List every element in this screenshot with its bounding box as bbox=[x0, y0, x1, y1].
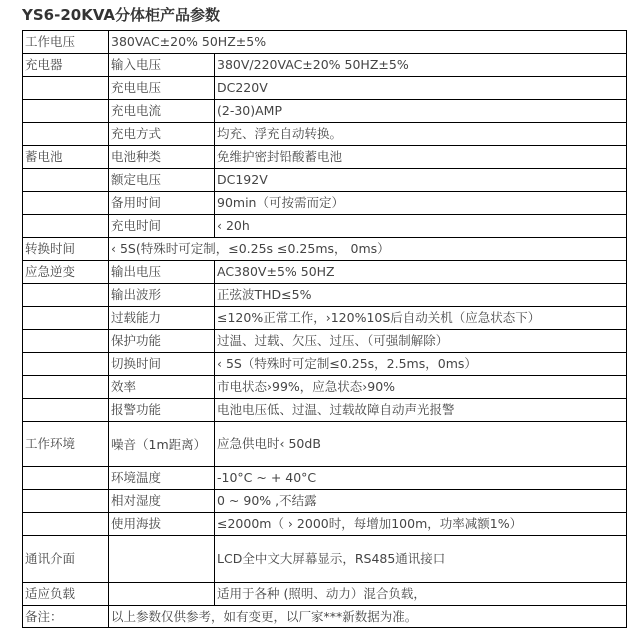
empty-cell bbox=[23, 215, 109, 238]
empty-cell bbox=[23, 169, 109, 192]
item-value: 免维护密封铅酸蓄电池 bbox=[215, 146, 627, 169]
table-row bbox=[23, 31, 627, 54]
item-value: ‹ 20h bbox=[215, 215, 627, 238]
item-value: 90min（可按需而定） bbox=[215, 192, 627, 215]
row-label: 工作电压 bbox=[23, 31, 109, 54]
table-row bbox=[23, 330, 627, 353]
row-value: 以上参数仅供参考，如有变更，以厂家***新数据为准。 bbox=[109, 606, 627, 628]
item-value: 0 ~ 90% ,不结露 bbox=[215, 490, 627, 513]
empty-cell bbox=[23, 513, 109, 536]
item-label: 过载能力 bbox=[109, 307, 215, 330]
empty-cell bbox=[23, 376, 109, 399]
item-value: ≤2000m（ › 2000时，每增加100m，功率减额1%） bbox=[215, 513, 627, 536]
item-label: 输出波形 bbox=[109, 284, 215, 307]
row-value: 380VAC±20% 50HZ±5% bbox=[109, 31, 627, 54]
empty-cell bbox=[23, 77, 109, 100]
item-value: 市电状态›99%，应急状态›90% bbox=[215, 376, 627, 399]
item-label: 额定电压 bbox=[109, 169, 215, 192]
item-label: 切换时间 bbox=[109, 353, 215, 376]
item-label: 输出电压 bbox=[109, 261, 215, 284]
table-row bbox=[23, 284, 627, 307]
item-label: 充电电流 bbox=[109, 100, 215, 123]
empty-cell bbox=[23, 284, 109, 307]
item-value: ≤120%正常工作，›120%10S后自动关机（应急状态下） bbox=[215, 307, 627, 330]
group-label: 工作环境 bbox=[23, 422, 109, 467]
empty-cell bbox=[23, 399, 109, 422]
item-value: -10°C ~ + 40°C bbox=[215, 467, 627, 490]
row-label: 转换时间 bbox=[23, 238, 109, 261]
item-value: DC192V bbox=[215, 169, 627, 192]
table-row bbox=[23, 100, 627, 123]
table-row bbox=[23, 467, 627, 490]
empty-cell bbox=[23, 330, 109, 353]
item-label: 备用时间 bbox=[109, 192, 215, 215]
row-label: 备注： bbox=[23, 606, 109, 628]
table-row bbox=[23, 490, 627, 513]
row-value: LCD全中文大屏幕显示，RS485通讯接口 bbox=[215, 536, 627, 583]
item-value: 380V/220VAC±20% 50HZ±5% bbox=[215, 54, 627, 77]
empty-cell bbox=[23, 307, 109, 330]
item-value: 均充、浮充自动转换。 bbox=[215, 123, 627, 146]
item-label: 电池种类 bbox=[109, 146, 215, 169]
empty-cell bbox=[23, 490, 109, 513]
item-label: 噪音（1m距离） bbox=[109, 422, 215, 467]
row-label: 适应负载 bbox=[23, 583, 109, 606]
item-label: 充电电压 bbox=[109, 77, 215, 100]
table-row bbox=[23, 536, 627, 583]
item-label: 输入电压 bbox=[109, 54, 215, 77]
table-row bbox=[23, 261, 627, 284]
item-value: 过温、过载、欠压、过压、（可强制解除） bbox=[215, 330, 627, 353]
item-label: 环境温度 bbox=[109, 467, 215, 490]
item-label: 充电时间 bbox=[109, 215, 215, 238]
table-row bbox=[23, 606, 627, 628]
table-row bbox=[23, 422, 627, 467]
table-row bbox=[23, 123, 627, 146]
group-label: 充电器 bbox=[23, 54, 109, 77]
item-label: 报警功能 bbox=[109, 399, 215, 422]
item-label: 保护功能 bbox=[109, 330, 215, 353]
spec-table bbox=[22, 30, 627, 628]
table-row bbox=[23, 353, 627, 376]
empty-cell bbox=[23, 100, 109, 123]
table-row bbox=[23, 169, 627, 192]
item-value: 正弦波THD≤5% bbox=[215, 284, 627, 307]
empty-cell bbox=[23, 353, 109, 376]
empty-cell bbox=[23, 123, 109, 146]
table-row bbox=[23, 238, 627, 261]
table-row bbox=[23, 77, 627, 100]
item-label: 相对湿度 bbox=[109, 490, 215, 513]
table-row bbox=[23, 376, 627, 399]
table-row bbox=[23, 307, 627, 330]
item-value: 电池电压低、过温、过载故障自动声光报警 bbox=[215, 399, 627, 422]
item-value: (2-30)AMP bbox=[215, 100, 627, 123]
row-value: 适用于各种 (照明、动力）混合负载， bbox=[215, 583, 627, 606]
group-label: 应急逆变 bbox=[23, 261, 109, 284]
empty-cell bbox=[109, 583, 215, 606]
table-row bbox=[23, 513, 627, 536]
table-row bbox=[23, 215, 627, 238]
page-title: YS6-20KVA分体柜产品参数 bbox=[22, 6, 221, 24]
row-label: 通讯介面 bbox=[23, 536, 109, 583]
empty-cell bbox=[109, 536, 215, 583]
empty-cell bbox=[23, 467, 109, 490]
table-row bbox=[23, 583, 627, 606]
item-value: DC220V bbox=[215, 77, 627, 100]
row-value: ‹ 5S(特殊时可定制，≤0.25s ≤0.25ms， 0ms） bbox=[109, 238, 627, 261]
item-value: AC380V±5% 50HZ bbox=[215, 261, 627, 284]
item-label: 充电方式 bbox=[109, 123, 215, 146]
table-row bbox=[23, 192, 627, 215]
empty-cell bbox=[23, 192, 109, 215]
item-value: ‹ 5S（特殊时可定制≤0.25s，2.5ms，0ms） bbox=[215, 353, 627, 376]
table-row bbox=[23, 399, 627, 422]
group-label: 蓄电池 bbox=[23, 146, 109, 169]
table-row bbox=[23, 54, 627, 77]
item-label: 效率 bbox=[109, 376, 215, 399]
item-label: 使用海拔 bbox=[109, 513, 215, 536]
item-value: 应急供电时‹ 50dB bbox=[215, 422, 627, 467]
table-row bbox=[23, 146, 627, 169]
